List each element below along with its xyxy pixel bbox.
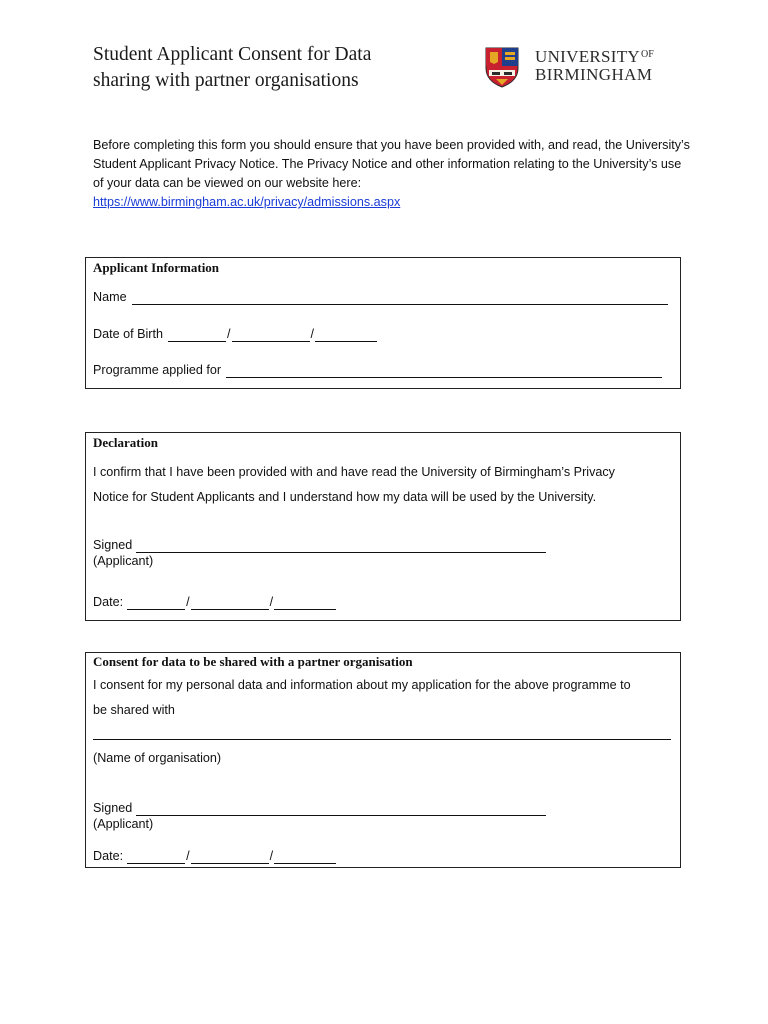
programme-label: Programme applied for xyxy=(93,363,222,377)
date-separator: / xyxy=(269,595,274,609)
declaration-text-line-1: I confirm that I have been provided with and have read the University of Birmingham’s Privacy xyxy=(93,465,615,479)
wordmark-university: UNIVERSITY xyxy=(535,47,640,66)
consent-text-line-1: I consent for my personal data and information about my application for the above programme to xyxy=(93,678,631,692)
applicant-information-section xyxy=(85,257,681,389)
name-field[interactable] xyxy=(132,292,668,305)
form-title-line-1: Student Applicant Consent for Data xyxy=(93,44,372,65)
declaration-date-year-field[interactable] xyxy=(274,597,336,610)
signed-line xyxy=(93,800,546,816)
consent-signed-row xyxy=(93,800,546,832)
dob-day-field[interactable] xyxy=(168,329,226,342)
declaration-section xyxy=(85,432,681,621)
declaration-date-row xyxy=(93,594,336,610)
university-crest-icon xyxy=(484,46,520,88)
form-title-line-2: sharing with partner organisations xyxy=(93,70,359,91)
dob-month-field[interactable] xyxy=(232,329,310,342)
consent-section xyxy=(85,652,681,868)
name-label: Name xyxy=(93,290,127,304)
consent-date-month-field[interactable] xyxy=(191,851,269,864)
date-separator: / xyxy=(227,327,231,341)
signed-label: Signed xyxy=(93,538,133,552)
date-separator: / xyxy=(269,849,274,863)
applicant-note: (Applicant) xyxy=(93,554,154,568)
programme-row xyxy=(93,362,662,378)
intro-paragraph xyxy=(93,136,693,212)
date-separator: / xyxy=(186,595,190,609)
section-heading: Applicant Information xyxy=(93,260,220,275)
university-wordmark xyxy=(535,46,654,84)
programme-field[interactable] xyxy=(226,365,662,378)
section-heading: Declaration xyxy=(93,435,158,450)
intro-text: Before completing this form you should ensure that you have been provided with, and read, the University’s Student Applicant Privacy Notice. The Privacy Notice and other information relating to the University’s use of your data can be viewed on our website here: xyxy=(93,138,690,190)
declaration-date-month-field[interactable] xyxy=(191,597,269,610)
declaration-signed-row xyxy=(93,537,546,569)
date-label: Date: xyxy=(93,595,124,609)
form-title xyxy=(93,42,453,94)
consent-date-day-field[interactable] xyxy=(127,851,185,864)
name-row xyxy=(93,289,668,305)
dob-label: Date of Birth xyxy=(93,327,163,341)
wordmark-of: OF xyxy=(641,49,654,60)
dob-year-field[interactable] xyxy=(315,329,377,342)
date-separator: / xyxy=(310,327,314,341)
organisation-name-field[interactable] xyxy=(93,727,671,740)
date-label: Date: xyxy=(93,849,124,863)
organisation-row xyxy=(93,727,671,740)
privacy-notice-link[interactable]: https://www.birmingham.ac.uk/privacy/admissions.aspx xyxy=(93,195,401,209)
consent-text-line-2: be shared with xyxy=(93,703,175,717)
signed-line xyxy=(93,537,546,553)
wordmark-line-1 xyxy=(535,46,654,66)
consent-signature-field[interactable] xyxy=(136,803,546,816)
organisation-note: (Name of organisation) xyxy=(93,751,222,765)
declaration-signature-field[interactable] xyxy=(136,540,546,553)
university-logo xyxy=(480,42,680,92)
consent-date-row xyxy=(93,848,336,864)
declaration-date-day-field[interactable] xyxy=(127,597,185,610)
signed-label: Signed xyxy=(93,801,133,815)
wordmark-birmingham: BIRMINGHAM xyxy=(535,65,653,84)
dob-row xyxy=(93,326,377,342)
declaration-text-line-2: Notice for Student Applicants and I understand how my data will be used by the University. xyxy=(93,490,597,504)
applicant-note: (Applicant) xyxy=(93,817,154,831)
consent-date-year-field[interactable] xyxy=(274,851,336,864)
date-separator: / xyxy=(186,849,190,863)
section-heading: Consent for data to be shared with a partner organisation xyxy=(93,654,413,669)
